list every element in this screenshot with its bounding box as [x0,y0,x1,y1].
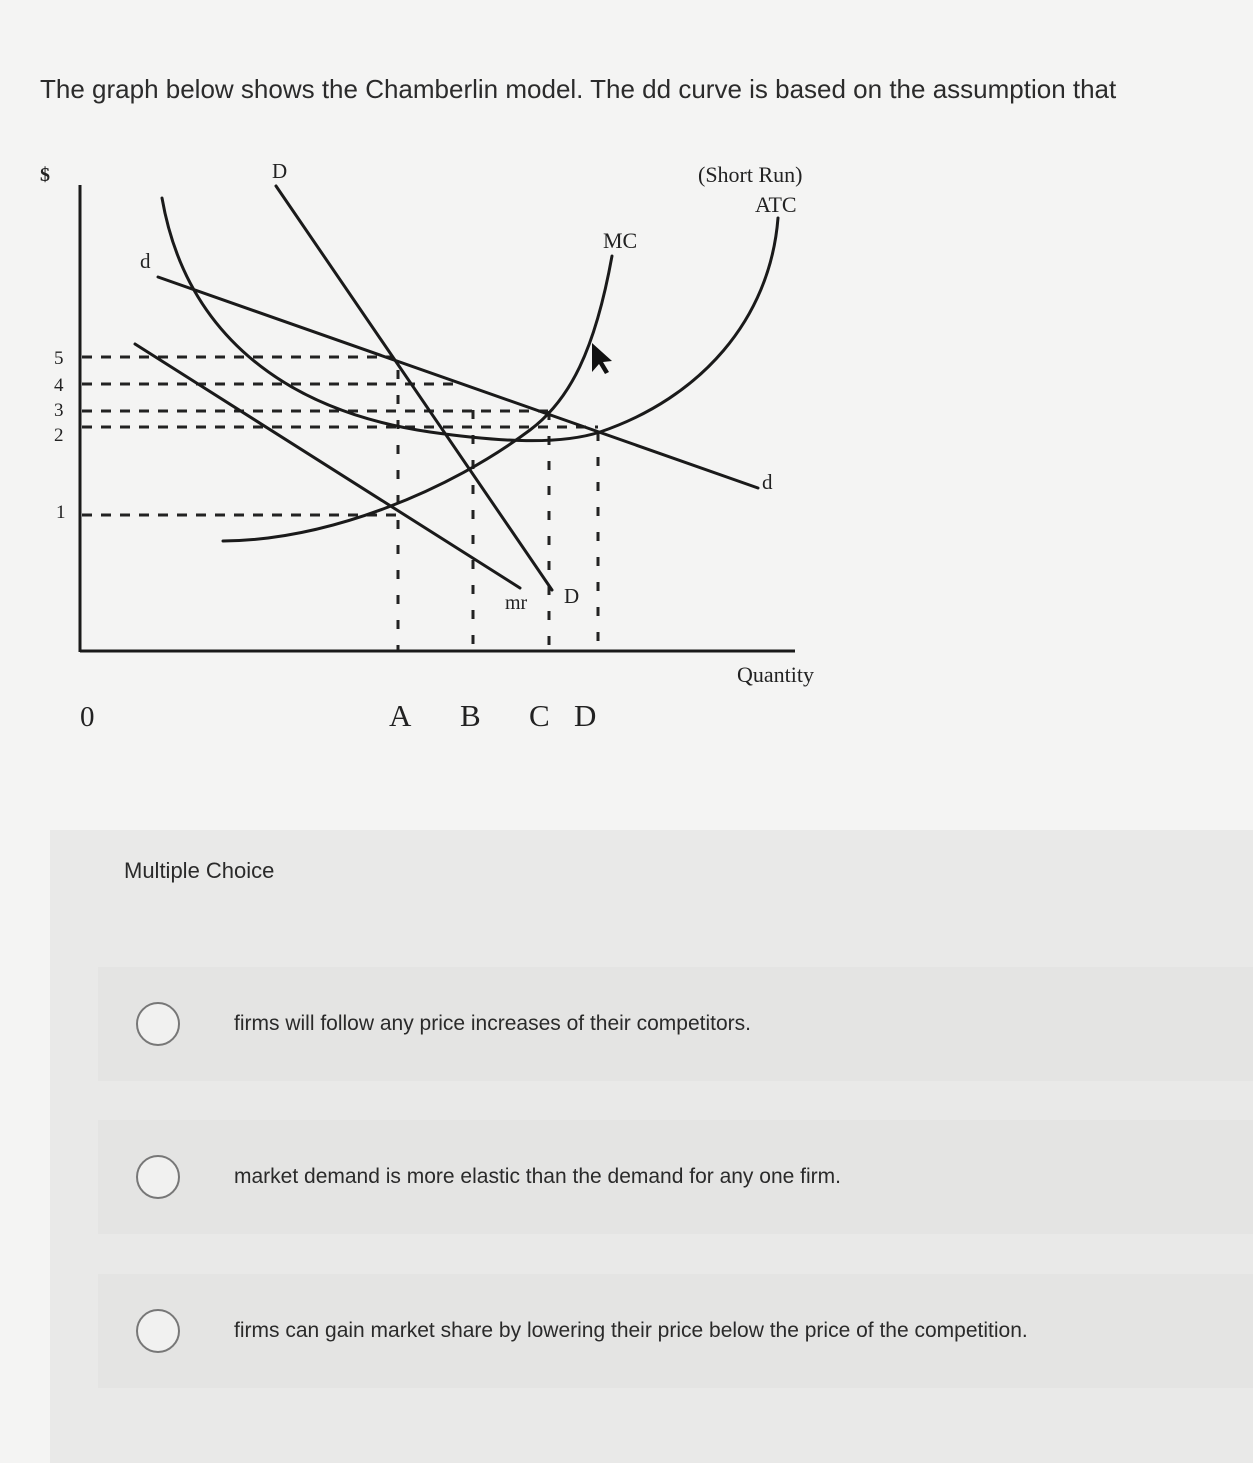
atc-curve [162,198,778,441]
mouse-cursor-icon [592,343,612,374]
x-tick-B: B [460,698,481,733]
label-mc: MC [603,228,638,253]
mc-curve [223,256,612,541]
label-D-top: D [272,159,288,183]
multiple-choice-panel [50,830,1253,1463]
y-tick-1: 1 [56,502,66,523]
label-d-top: d [140,249,151,273]
y-tick-4: 4 [54,375,64,396]
choice-text: firms can gain market share by lowering their price below the price of the competition. [234,1319,1028,1342]
question-text: The graph below shows the Chamberlin model. The dd curve is based on the assumption that [40,74,1117,104]
origin-label: 0 [80,701,95,733]
radio-button-icon[interactable] [136,1002,180,1046]
radio-button-icon[interactable] [136,1155,180,1199]
choice-option-3[interactable] [136,1301,1236,1361]
label-atc-line2: ATC [755,192,797,217]
label-d-right: d [762,470,773,494]
choice-text: firms will follow any price increases of their competitors. [234,1012,752,1035]
multiple-choice-label: Multiple Choice [124,858,275,883]
radio-button-icon[interactable] [136,1309,180,1353]
choice-option-2[interactable] [136,1147,1236,1207]
choice-option-1[interactable] [136,994,1236,1054]
x-axis-label: Quantity [737,662,814,687]
x-tick-C: C [529,698,550,733]
y-tick-2: 2 [54,425,64,446]
y-tick-5: 5 [54,348,64,369]
y-axis-label: $ [40,164,50,186]
x-tick-D: D [574,698,597,733]
label-atc-line1: (Short Run) [698,162,803,187]
label-mr: mr [505,592,528,614]
label-D-bottom: D [564,584,580,608]
choice-text: market demand is more elastic than the demand for any one firm. [234,1165,841,1188]
x-tick-A: A [389,698,412,733]
firm-demand-curve-dd [158,277,758,488]
chamberlin-graph [0,0,900,760]
y-tick-3: 3 [54,400,64,421]
marginal-revenue-curve-mr [135,344,520,588]
